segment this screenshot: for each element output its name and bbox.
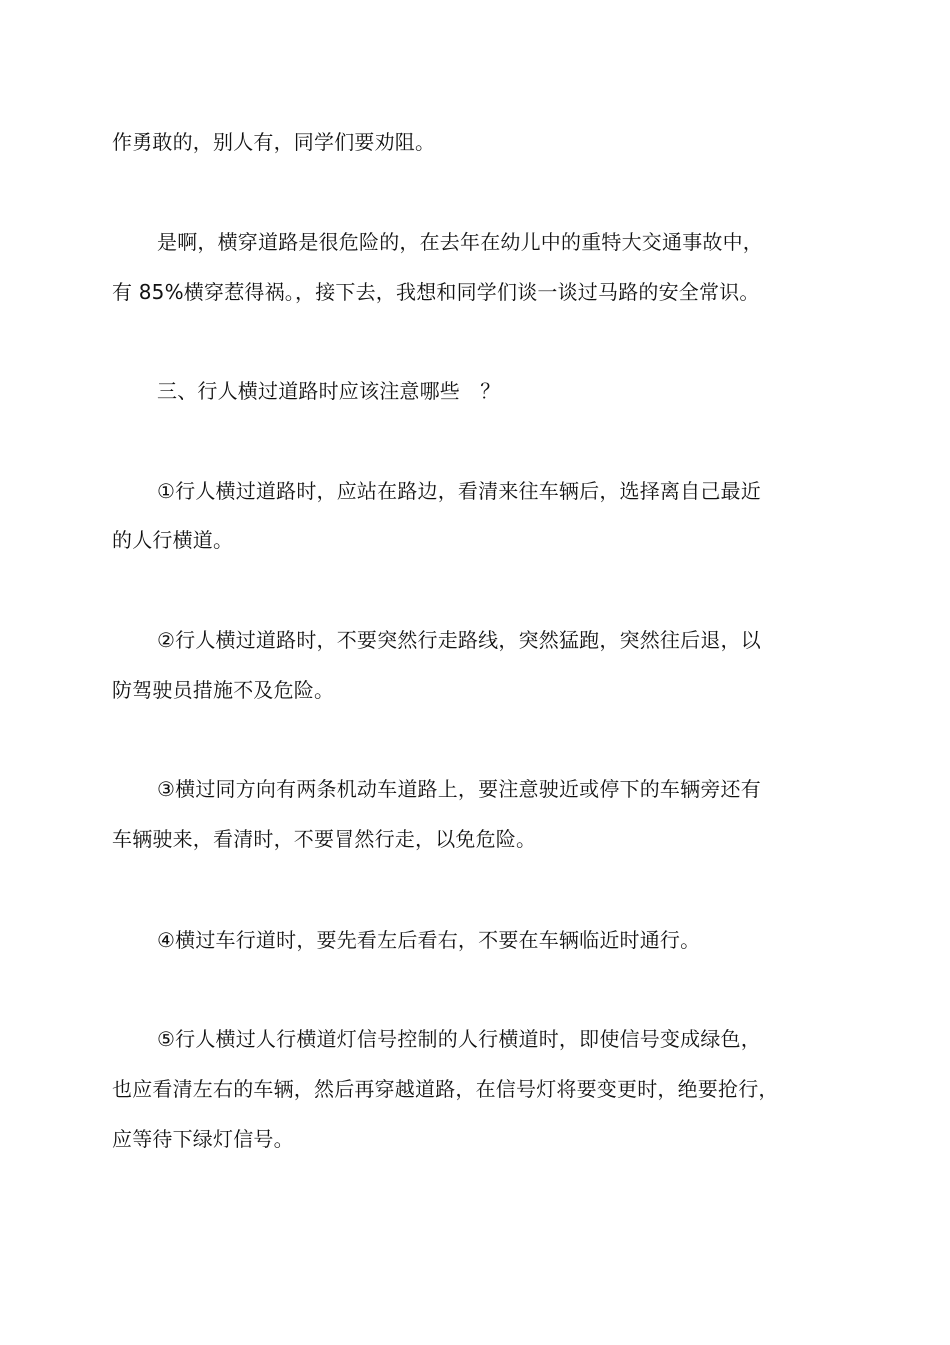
list-item-line: ④横过车行道时，要先看左后看右，不要在车辆临近时通行。: [157, 928, 701, 952]
list-item-line: ⑤行人横过人行横道灯信号控制的人行横道时，即使信号变成绿色，: [157, 1027, 761, 1051]
paragraph-line: 有 85%横穿惹得祸。，接下去，我想和同学们谈一谈过马路的安全常识。: [112, 280, 760, 304]
list-item-line: ②行人横过道路时，不要突然行走路线，突然猛跑，突然往后退，以: [157, 628, 761, 652]
list-item-line: ③横过同方向有两条机动车道路上，要注意驶近或停下的车辆旁还有: [157, 777, 761, 801]
paragraph-line: 是啊，横穿道路是很危险的，在去年在幼儿中的重特大交通事故中，: [157, 230, 763, 254]
list-item-line: ①行人横过道路时，应站在路边，看清来往车辆后，选择离自己最近: [157, 479, 761, 503]
section-heading: 三、行人横过道路时应该注意哪些 ？: [157, 379, 501, 403]
list-item-line: 也应看清左右的车辆，然后再穿越道路，在信号灯将要变更时，绝要抢行，: [112, 1077, 779, 1101]
list-item-line: 车辆驶来，看清时，不要冒然行走，以免危险。: [112, 827, 537, 851]
list-item-line: 的人行横道。: [112, 528, 234, 552]
paragraph-line: 作勇敢的，别人有，同学们要劝阻。: [112, 130, 436, 154]
list-item-line: 防驾驶员措施不及危险。: [112, 678, 335, 702]
list-item-line: 应等待下绿灯信号。: [112, 1127, 294, 1151]
